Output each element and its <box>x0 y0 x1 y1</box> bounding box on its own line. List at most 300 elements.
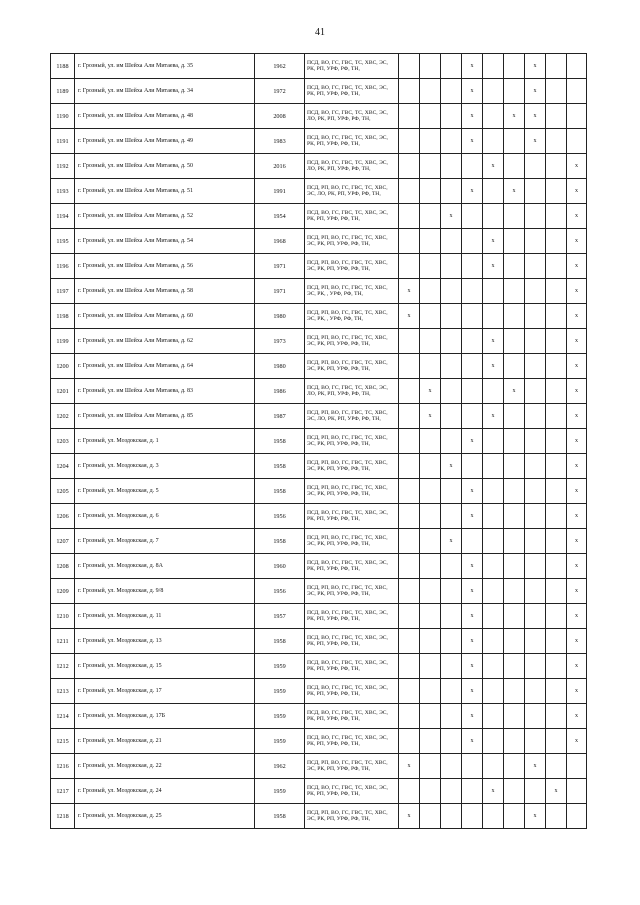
mark-x: x <box>567 204 587 229</box>
services-cell: ПСД, ВО, ГС, ГВС, ТС, ХВС, ЭС, РК, РП, УРФ, РФ, ТН, <box>305 129 399 154</box>
mark-cell <box>420 329 441 354</box>
mark-cell <box>483 279 504 304</box>
mark-cell <box>462 229 483 254</box>
mark-cell <box>420 729 441 754</box>
mark-x: x <box>567 279 587 304</box>
mark-x: x <box>420 404 441 429</box>
services-cell: ПСД, РП, ВО, ГС, ГВС, ТС, ХВС, ЭС, РК, РП, УРФ, РФ, ТН, <box>305 754 399 779</box>
mark-cell <box>399 454 420 479</box>
mark-x: x <box>483 779 504 804</box>
table-row <box>51 254 587 279</box>
address-cell: г. Грозный, ул. им Шейха Али Митаева, д. 62 <box>75 329 255 354</box>
mark-cell <box>504 504 525 529</box>
address-cell: г. Грозный, ул. им Шейха Али Митаева, д. 34 <box>75 79 255 104</box>
mark-cell <box>483 429 504 454</box>
table-row <box>51 579 587 604</box>
mark-cell <box>546 804 567 829</box>
mark-cell <box>399 529 420 554</box>
services-cell: ПСД, РП, ВО, ГС, ГВС, ТС, ХВС, ЭС, РК, РП, УРФ, РФ, ТН, <box>305 229 399 254</box>
mark-cell <box>504 79 525 104</box>
mark-cell <box>441 604 462 629</box>
mark-cell <box>546 104 567 129</box>
mark-cell <box>483 529 504 554</box>
mark-cell <box>462 254 483 279</box>
mark-cell <box>483 204 504 229</box>
mark-x: x <box>567 254 587 279</box>
row-number: 1204 <box>51 454 75 479</box>
services-cell: ПСД, ВО, ГС, ГВС, ТС, ХВС, ЭС, РК, РП, УРФ, РФ, ТН, <box>305 204 399 229</box>
row-number: 1212 <box>51 654 75 679</box>
year-cell: 1980 <box>255 304 305 329</box>
mark-x: x <box>462 504 483 529</box>
mark-cell <box>525 779 546 804</box>
mark-cell <box>399 504 420 529</box>
mark-cell <box>504 479 525 504</box>
mark-cell <box>525 204 546 229</box>
services-cell: ПСД, ВО, ГС, ГВС, ТС, ХВС, ЭС, РК, РП, УРФ, РФ, ТН, <box>305 554 399 579</box>
mark-cell <box>420 479 441 504</box>
mark-x: x <box>567 479 587 504</box>
mark-cell <box>504 454 525 479</box>
mark-cell <box>546 229 567 254</box>
table-row <box>51 629 587 654</box>
services-cell: ПСД, РП, ВО, ГС, ГВС, ТС, ХВС, ЭС, РК, , УРФ, РФ, ТН, <box>305 279 399 304</box>
services-cell: ПСД, РП, ВО, ГС, ГВС, ТС, ХВС, ЭС, РК, РП, УРФ, РФ, ТН, <box>305 529 399 554</box>
year-cell: 1956 <box>255 579 305 604</box>
row-number: 1208 <box>51 554 75 579</box>
mark-cell <box>483 179 504 204</box>
row-number: 1202 <box>51 404 75 429</box>
mark-cell <box>483 629 504 654</box>
mark-cell <box>399 404 420 429</box>
mark-cell <box>504 204 525 229</box>
mark-x: x <box>462 129 483 154</box>
address-cell: г. Грозный, ул. Моздокская, д. 25 <box>75 804 255 829</box>
mark-cell <box>399 129 420 154</box>
mark-cell <box>399 554 420 579</box>
year-cell: 1958 <box>255 804 305 829</box>
mark-cell <box>504 129 525 154</box>
services-cell: ПСД, РП, ВО, ГС, ГВС, ТС, ХВС, ЭС, РК, РП, УРФ, РФ, ТН, <box>305 454 399 479</box>
mark-x: x <box>441 529 462 554</box>
housing-table <box>50 53 587 829</box>
mark-cell <box>420 429 441 454</box>
mark-x: x <box>483 354 504 379</box>
mark-cell <box>525 604 546 629</box>
address-cell: г. Грозный, ул. Моздокская, д. 9/8 <box>75 579 255 604</box>
year-cell: 1958 <box>255 429 305 454</box>
mark-cell <box>504 754 525 779</box>
mark-cell <box>399 629 420 654</box>
page-number: 41 <box>315 27 325 38</box>
mark-cell <box>462 754 483 779</box>
services-cell: ПСД, ВО, ГС, ГВС, ТС, ХВС, ЭС, РК, РП, УРФ, РФ, ТН, <box>305 779 399 804</box>
mark-x: x <box>567 154 587 179</box>
mark-x: x <box>525 54 546 79</box>
mark-cell <box>399 379 420 404</box>
mark-cell <box>483 554 504 579</box>
table-row <box>51 229 587 254</box>
table-row <box>51 204 587 229</box>
mark-cell <box>483 479 504 504</box>
year-cell: 1962 <box>255 54 305 79</box>
year-cell: 1972 <box>255 79 305 104</box>
year-cell: 1959 <box>255 704 305 729</box>
mark-cell <box>504 629 525 654</box>
row-number: 1205 <box>51 479 75 504</box>
services-cell: ПСД, ВО, ГС, ГВС, ТС, ХВС, ЭС, РК, РП, УРФ, РФ, ТН, <box>305 54 399 79</box>
mark-cell <box>525 329 546 354</box>
mark-cell <box>483 754 504 779</box>
mark-cell <box>546 404 567 429</box>
mark-x: x <box>462 54 483 79</box>
mark-x: x <box>567 504 587 529</box>
mark-cell <box>483 54 504 79</box>
year-cell: 1959 <box>255 654 305 679</box>
mark-cell <box>399 679 420 704</box>
mark-cell <box>441 104 462 129</box>
mark-cell <box>420 254 441 279</box>
table-row <box>51 179 587 204</box>
mark-x: x <box>567 704 587 729</box>
row-number: 1200 <box>51 354 75 379</box>
mark-cell <box>462 804 483 829</box>
mark-cell <box>546 704 567 729</box>
mark-cell <box>420 529 441 554</box>
mark-cell <box>483 104 504 129</box>
services-cell: ПСД, ВО, ГС, ГВС, ТС, ХВС, ЭС, РК, РП, УРФ, РФ, ТН, <box>305 679 399 704</box>
mark-cell <box>483 604 504 629</box>
mark-cell <box>483 379 504 404</box>
mark-cell <box>441 729 462 754</box>
address-cell: г. Грозный, ул. им Шейха Али Митаева, д. 54 <box>75 229 255 254</box>
mark-x: x <box>567 229 587 254</box>
year-cell: 1957 <box>255 604 305 629</box>
mark-cell <box>483 79 504 104</box>
row-number: 1196 <box>51 254 75 279</box>
address-cell: г. Грозный, ул. Моздокская, д. 15 <box>75 654 255 679</box>
table-row <box>51 479 587 504</box>
table-row <box>51 379 587 404</box>
mark-cell <box>399 704 420 729</box>
mark-cell <box>420 354 441 379</box>
address-cell: г. Грозный, ул. Моздокская, д. 7 <box>75 529 255 554</box>
services-cell: ПСД, ВО, ГС, ГВС, ТС, ХВС, ЭС, РК, РП, УРФ, РФ, ТН, <box>305 629 399 654</box>
mark-x: x <box>567 729 587 754</box>
mark-cell <box>462 279 483 304</box>
mark-cell <box>420 629 441 654</box>
address-cell: г. Грозный, ул. им Шейха Али Митаева, д. 50 <box>75 154 255 179</box>
year-cell: 1986 <box>255 379 305 404</box>
mark-cell <box>420 204 441 229</box>
mark-cell <box>483 304 504 329</box>
row-number: 1189 <box>51 79 75 104</box>
mark-cell <box>504 554 525 579</box>
mark-cell <box>504 604 525 629</box>
mark-x: x <box>483 329 504 354</box>
mark-x: x <box>462 104 483 129</box>
services-cell: ПСД, РП, ВО, ГС, ГВС, ТС, ХВС, ЭС, РК, РП, УРФ, РФ, ТН, <box>305 329 399 354</box>
mark-cell <box>462 304 483 329</box>
address-cell: г. Грозный, ул. Моздокская, д. 5 <box>75 479 255 504</box>
mark-cell <box>546 529 567 554</box>
mark-cell <box>462 329 483 354</box>
mark-x: x <box>546 779 567 804</box>
mark-cell <box>462 454 483 479</box>
mark-cell <box>399 254 420 279</box>
mark-cell <box>546 204 567 229</box>
row-number: 1211 <box>51 629 75 654</box>
address-cell: г. Грозный, ул. им Шейха Али Митаева, д. 56 <box>75 254 255 279</box>
table-row <box>51 104 587 129</box>
table-row <box>51 654 587 679</box>
mark-cell <box>399 54 420 79</box>
services-cell: ПСД, ВО, ГС, ГВС, ТС, ХВС, ЭС, ЛО, РК, РП, УРФ, РФ, ТН, <box>305 154 399 179</box>
services-cell: ПСД, РП, ВО, ГС, ГВС, ТС, ХВС, ЭС, РК, РП, УРФ, РФ, ТН, <box>305 579 399 604</box>
mark-cell <box>441 254 462 279</box>
mark-cell <box>546 504 567 529</box>
mark-cell <box>546 479 567 504</box>
address-cell: г. Грозный, ул. Моздокская, д. 17Б <box>75 704 255 729</box>
mark-cell <box>420 79 441 104</box>
mark-x: x <box>567 604 587 629</box>
row-number: 1201 <box>51 379 75 404</box>
mark-cell <box>546 279 567 304</box>
mark-x: x <box>567 404 587 429</box>
address-cell: г. Грозный, ул. им Шейха Али Митаева, д. 85 <box>75 404 255 429</box>
mark-cell <box>546 354 567 379</box>
mark-cell <box>525 254 546 279</box>
mark-cell <box>504 679 525 704</box>
mark-cell <box>420 754 441 779</box>
mark-cell <box>420 279 441 304</box>
mark-cell <box>483 454 504 479</box>
row-number: 1218 <box>51 804 75 829</box>
mark-cell <box>399 204 420 229</box>
mark-cell <box>399 429 420 454</box>
mark-x: x <box>399 279 420 304</box>
address-cell: г. Грозный, ул. им Шейха Али Митаева, д. 83 <box>75 379 255 404</box>
mark-cell <box>441 304 462 329</box>
mark-cell <box>546 579 567 604</box>
row-number: 1206 <box>51 504 75 529</box>
mark-x: x <box>483 254 504 279</box>
mark-cell <box>399 79 420 104</box>
mark-cell <box>441 354 462 379</box>
mark-cell <box>525 679 546 704</box>
mark-cell <box>546 654 567 679</box>
table-row <box>51 429 587 454</box>
mark-cell <box>525 529 546 554</box>
mark-cell <box>504 804 525 829</box>
mark-cell <box>504 354 525 379</box>
table-row <box>51 679 587 704</box>
mark-x: x <box>525 754 546 779</box>
mark-cell <box>441 504 462 529</box>
year-cell: 1980 <box>255 354 305 379</box>
mark-cell <box>504 329 525 354</box>
row-number: 1209 <box>51 579 75 604</box>
mark-cell <box>441 554 462 579</box>
mark-cell <box>399 104 420 129</box>
mark-cell <box>420 704 441 729</box>
year-cell: 1971 <box>255 279 305 304</box>
mark-cell <box>546 679 567 704</box>
mark-cell <box>462 204 483 229</box>
mark-x: x <box>483 154 504 179</box>
year-cell: 1958 <box>255 629 305 654</box>
mark-x: x <box>399 304 420 329</box>
mark-cell <box>483 679 504 704</box>
mark-cell <box>441 629 462 654</box>
mark-x: x <box>567 629 587 654</box>
mark-x: x <box>525 104 546 129</box>
table-row <box>51 404 587 429</box>
year-cell: 1968 <box>255 229 305 254</box>
mark-cell <box>441 179 462 204</box>
table-row <box>51 604 587 629</box>
mark-cell <box>420 604 441 629</box>
mark-cell <box>504 304 525 329</box>
row-number: 1214 <box>51 704 75 729</box>
mark-cell <box>525 579 546 604</box>
mark-cell <box>546 729 567 754</box>
address-cell: г. Грозный, ул. им Шейха Али Митаева, д. 52 <box>75 204 255 229</box>
year-cell: 1971 <box>255 254 305 279</box>
mark-cell <box>525 354 546 379</box>
mark-cell <box>462 154 483 179</box>
address-cell: г. Грозный, ул. Моздокская, д. 22 <box>75 754 255 779</box>
mark-x: x <box>567 379 587 404</box>
mark-cell <box>399 479 420 504</box>
services-cell: ПСД, ВО, ГС, ГВС, ТС, ХВС, ЭС, РК, РП, УРФ, РФ, ТН, <box>305 654 399 679</box>
row-number: 1191 <box>51 129 75 154</box>
table-row <box>51 529 587 554</box>
mark-cell <box>420 54 441 79</box>
mark-cell <box>504 154 525 179</box>
services-cell: ПСД, РП, ВО, ГС, ГВС, ТС, ХВС, ЭС, РК, РП, УРФ, РФ, ТН, <box>305 479 399 504</box>
table-row <box>51 154 587 179</box>
services-cell: ПСД, РП, ВО, ГС, ГВС, ТС, ХВС, ЭС, РК, , УРФ, РФ, ТН, <box>305 304 399 329</box>
mark-cell <box>546 604 567 629</box>
mark-cell <box>399 229 420 254</box>
mark-x: x <box>525 79 546 104</box>
mark-cell <box>504 279 525 304</box>
year-cell: 1962 <box>255 754 305 779</box>
year-cell: 2016 <box>255 154 305 179</box>
address-cell: г. Грозный, ул. Моздокская, д. 11 <box>75 604 255 629</box>
mark-cell <box>462 404 483 429</box>
mark-cell <box>525 554 546 579</box>
mark-x: x <box>399 804 420 829</box>
mark-cell <box>399 604 420 629</box>
mark-cell <box>441 154 462 179</box>
row-number: 1203 <box>51 429 75 454</box>
address-cell: г. Грозный, ул. им Шейха Али Митаева, д. 35 <box>75 54 255 79</box>
mark-cell <box>420 104 441 129</box>
mark-cell <box>525 629 546 654</box>
mark-cell <box>399 579 420 604</box>
mark-cell <box>525 479 546 504</box>
row-number: 1192 <box>51 154 75 179</box>
mark-cell <box>483 804 504 829</box>
mark-cell <box>504 704 525 729</box>
row-number: 1197 <box>51 279 75 304</box>
mark-x: x <box>504 179 525 204</box>
year-cell: 2008 <box>255 104 305 129</box>
mark-cell <box>546 179 567 204</box>
address-cell: г. Грозный, ул. им Шейха Али Митаева, д. 48 <box>75 104 255 129</box>
mark-cell <box>420 179 441 204</box>
table-row <box>51 704 587 729</box>
mark-cell <box>420 779 441 804</box>
mark-x: x <box>462 579 483 604</box>
year-cell: 1983 <box>255 129 305 154</box>
address-cell: г. Грозный, ул. Моздокская, д. 8А <box>75 554 255 579</box>
mark-cell <box>504 529 525 554</box>
year-cell: 1973 <box>255 329 305 354</box>
mark-cell <box>567 754 587 779</box>
row-number: 1216 <box>51 754 75 779</box>
mark-cell <box>441 54 462 79</box>
table-row <box>51 729 587 754</box>
mark-cell <box>441 654 462 679</box>
mark-cell <box>567 129 587 154</box>
mark-x: x <box>462 554 483 579</box>
mark-x: x <box>462 729 483 754</box>
mark-cell <box>420 229 441 254</box>
services-cell: ПСД, ВО, ГС, ГВС, ТС, ХВС, ЭС, РК, РП, УРФ, РФ, ТН, <box>305 604 399 629</box>
row-number: 1198 <box>51 304 75 329</box>
services-cell: ПСД, РП, ВО, ГС, ГВС, ТС, ХВС, ЭС, РК, РП, УРФ, РФ, ТН, <box>305 804 399 829</box>
mark-cell <box>420 679 441 704</box>
mark-cell <box>420 504 441 529</box>
mark-cell <box>441 754 462 779</box>
mark-cell <box>441 329 462 354</box>
mark-x: x <box>462 179 483 204</box>
mark-cell <box>504 229 525 254</box>
mark-cell <box>546 304 567 329</box>
mark-cell <box>546 554 567 579</box>
mark-cell <box>504 254 525 279</box>
address-cell: г. Грозный, ул. Моздокская, д. 3 <box>75 454 255 479</box>
mark-cell <box>525 729 546 754</box>
mark-x: x <box>567 554 587 579</box>
mark-cell <box>483 579 504 604</box>
mark-x: x <box>441 454 462 479</box>
mark-cell <box>420 454 441 479</box>
mark-cell <box>441 704 462 729</box>
mark-x: x <box>567 529 587 554</box>
address-cell: г. Грозный, ул. Моздокская, д. 1 <box>75 429 255 454</box>
mark-x: x <box>462 79 483 104</box>
mark-x: x <box>567 679 587 704</box>
mark-cell <box>399 729 420 754</box>
mark-cell <box>525 654 546 679</box>
mark-x: x <box>567 179 587 204</box>
mark-x: x <box>483 404 504 429</box>
mark-cell <box>546 79 567 104</box>
services-cell: ПСД, ВО, ГС, ГВС, ТС, ХВС, ЭС, ЛО, РК, РП, УРФ, РФ, ТН, <box>305 104 399 129</box>
mark-cell <box>399 654 420 679</box>
mark-cell <box>420 129 441 154</box>
mark-cell <box>441 579 462 604</box>
mark-cell <box>399 779 420 804</box>
mark-x: x <box>567 429 587 454</box>
mark-cell <box>462 354 483 379</box>
mark-x: x <box>462 429 483 454</box>
mark-cell <box>441 129 462 154</box>
